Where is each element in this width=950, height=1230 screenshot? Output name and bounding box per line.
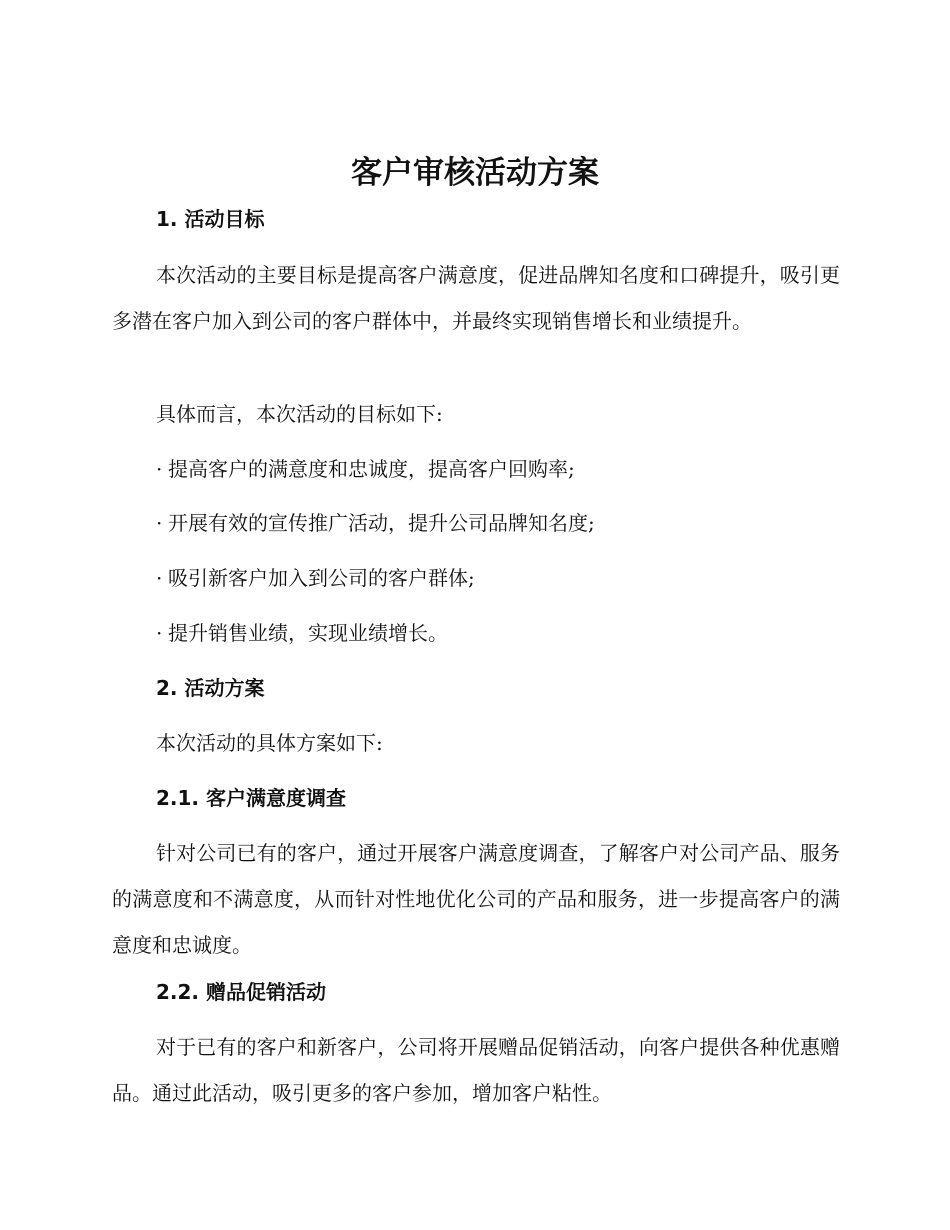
goal-bullet-text: 提高客户的满意度和忠诚度，提高客户回购率; <box>168 457 575 481</box>
bullet-marker: · <box>156 511 163 535</box>
section-2-2-paragraph: 对于已有的客户和新客户，公司将开展赠品促销活动，向客户提供各种优惠赠品。通过此活动，吸引更多的客户参加，增加客户粘性。 <box>112 1035 840 1105</box>
section-2-1-heading: 2.1. 客户满意度调查 <box>156 786 346 810</box>
bullet-marker: · <box>156 457 163 481</box>
document-title: 客户审核活动方案 <box>351 155 599 191</box>
section-2-2-heading: 2.2. 赠品促销活动 <box>156 980 326 1004</box>
bullet-marker: · <box>156 566 163 590</box>
goal-bullet-text: 吸引新客户加入到公司的客户群体; <box>168 566 475 590</box>
goal-bullet-4 <box>156 618 448 648</box>
section-1-intro: 具体而言，本次活动的目标如下: <box>156 402 443 426</box>
bullet-marker: · <box>156 621 163 645</box>
section-1-paragraph: 本次活动的主要目标是提高客户满意度，促进品牌知名度和口碑提升，吸引更多潜在客户加入到公司的客户群体中，并最终实现销售增长和业绩提升。 <box>112 263 840 333</box>
goal-bullet-3 <box>156 563 475 593</box>
section-2-1-paragraph: 针对公司已有的客户，通过开展客户满意度调查，了解客户对公司产品、服务的满意度和不满意度，从而针对性地优化公司的产品和服务，进一步提高客户的满意度和忠诚度。 <box>112 841 840 957</box>
section-1-heading: 1. 活动目标 <box>156 207 265 231</box>
goal-bullet-text: 开展有效的宣传推广活动，提升公司品牌知名度; <box>168 511 595 535</box>
section-2-intro: 本次活动的具体方案如下: <box>156 731 383 755</box>
goal-bullet-1 <box>156 454 575 484</box>
goal-bullet-2 <box>156 508 595 538</box>
section-2-heading: 2. 活动方案 <box>156 676 265 700</box>
goal-bullet-text: 提升销售业绩，实现业绩增长。 <box>168 621 448 645</box>
